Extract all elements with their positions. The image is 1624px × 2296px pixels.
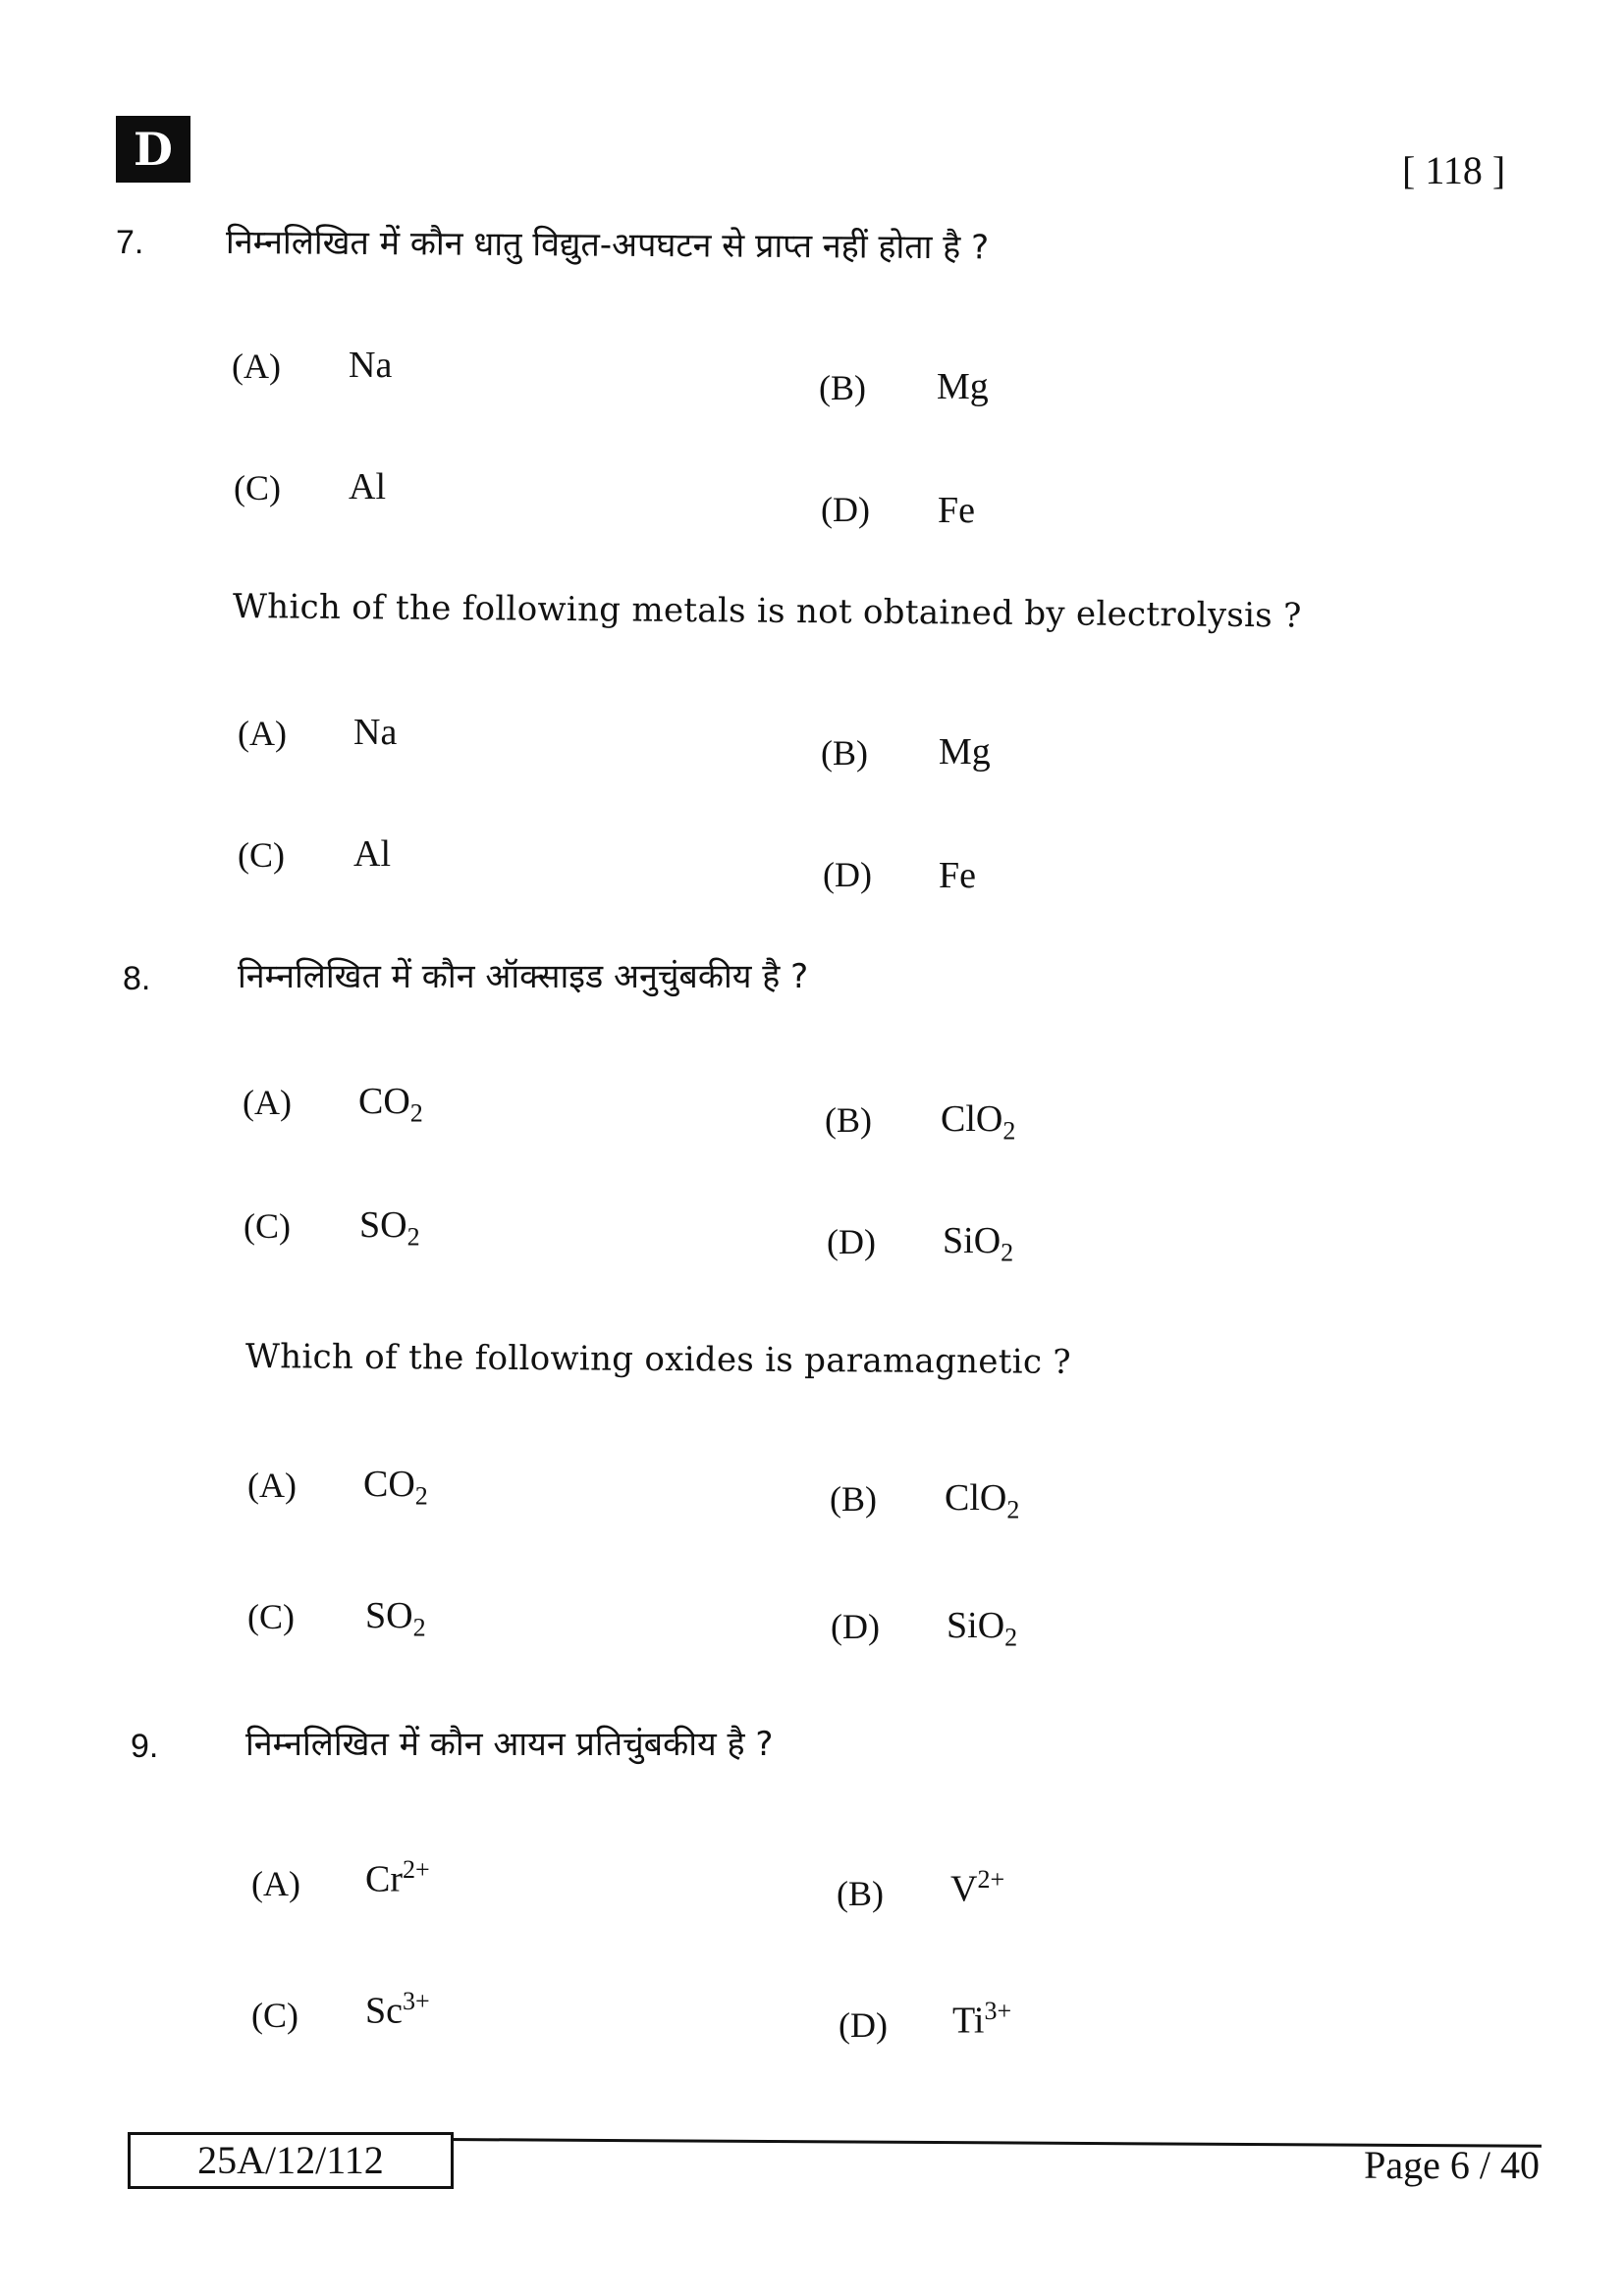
- q7-hi-option-a-value: Na: [349, 345, 393, 386]
- q8-en-option-c-value: $SO_2$: [365, 1595, 426, 1642]
- q7-en-option-b-label: (B): [821, 733, 868, 773]
- question-code: [ 118 ]: [1402, 148, 1506, 192]
- paper-code-box: 25A/12/112: [128, 2132, 454, 2189]
- question-number-7: 7.: [116, 224, 144, 261]
- q8-en-option-a-value: $CO_2$: [363, 1464, 428, 1511]
- q7-en-option-d-label: (D): [823, 855, 872, 894]
- q7-en-option-a-label: (A): [238, 714, 287, 753]
- question-9-hindi: निम्नलिखित में कौन आयन प्रतिचुंबकीय है ?: [245, 1725, 774, 1764]
- q8-hi-option-c-label: (C): [244, 1206, 291, 1246]
- q7-en-option-b-value: Mg: [939, 731, 991, 773]
- q8-hi-option-a-label: (A): [243, 1083, 292, 1122]
- q7-en-option-c-label: (C): [238, 835, 285, 875]
- q7-hi-option-c-value: Al: [349, 466, 386, 507]
- q8-en-option-b-value: ClO$_2$: [945, 1477, 1020, 1524]
- q9-option-c-value: $Sc^{3+}$: [365, 1987, 430, 2032]
- q7-hi-option-a-label: (A): [232, 347, 281, 386]
- q8-hi-option-a-value: $CO_2$: [358, 1081, 423, 1128]
- question-number-8: 8.: [123, 960, 151, 997]
- q7-hi-option-d-value: Fe: [938, 490, 975, 531]
- q7-en-option-c-value: Al: [353, 833, 391, 875]
- q9-option-b-value: $V^{2+}$: [950, 1865, 1005, 1910]
- q9-option-d-value: $Ti^{3+}$: [952, 1997, 1012, 2042]
- question-7-hindi: निम्नलिखित में कौन धातु विद्युत-अपघटन से प्राप्त नहीं होता है ?: [225, 223, 990, 268]
- q7-hi-option-d-label: (D): [821, 490, 870, 529]
- set-letter-badge: D: [116, 116, 190, 183]
- q9-option-b-label: (B): [837, 1874, 884, 1913]
- q8-hi-option-d-label: (D): [827, 1222, 876, 1261]
- q8-en-option-d-value: SiO$_2$: [947, 1605, 1018, 1652]
- q7-hi-option-b-value: Mg: [937, 366, 989, 407]
- q9-option-d-label: (D): [839, 2005, 888, 2045]
- q8-hi-option-b-value: ClO$_2$: [941, 1098, 1016, 1146]
- q8-en-option-a-label: (A): [247, 1466, 297, 1505]
- q8-hi-option-b-label: (B): [825, 1100, 872, 1140]
- question-8-english: Which of the following oxides is paramagnetic ?: [244, 1337, 1072, 1382]
- q9-option-c-label: (C): [251, 1996, 298, 2035]
- q8-en-option-c-label: (C): [247, 1597, 295, 1636]
- page-number: Page 6 / 40: [1364, 2143, 1540, 2187]
- q7-hi-option-c-label: (C): [234, 468, 281, 507]
- q7-hi-option-b-label: (B): [819, 368, 866, 407]
- q8-hi-option-c-value: $SO_2$: [359, 1204, 420, 1252]
- q8-en-option-d-label: (D): [831, 1607, 880, 1646]
- q9-option-a-value: $Cr^{2+}$: [365, 1855, 430, 1900]
- q7-en-option-d-value: Fe: [939, 855, 976, 896]
- q7-en-option-a-value: Na: [353, 712, 398, 753]
- question-number-9: 9.: [131, 1728, 159, 1765]
- question-7-english: Which of the following metals is not obtained by electrolysis ?: [232, 587, 1302, 636]
- q8-en-option-b-label: (B): [830, 1479, 877, 1519]
- q8-hi-option-d-value: SiO$_2$: [943, 1220, 1014, 1267]
- q9-option-a-label: (A): [251, 1864, 300, 1903]
- question-8-hindi: निम्नलिखित में कौन ऑक्साइड अनुचुंबकीय है ?: [238, 957, 809, 996]
